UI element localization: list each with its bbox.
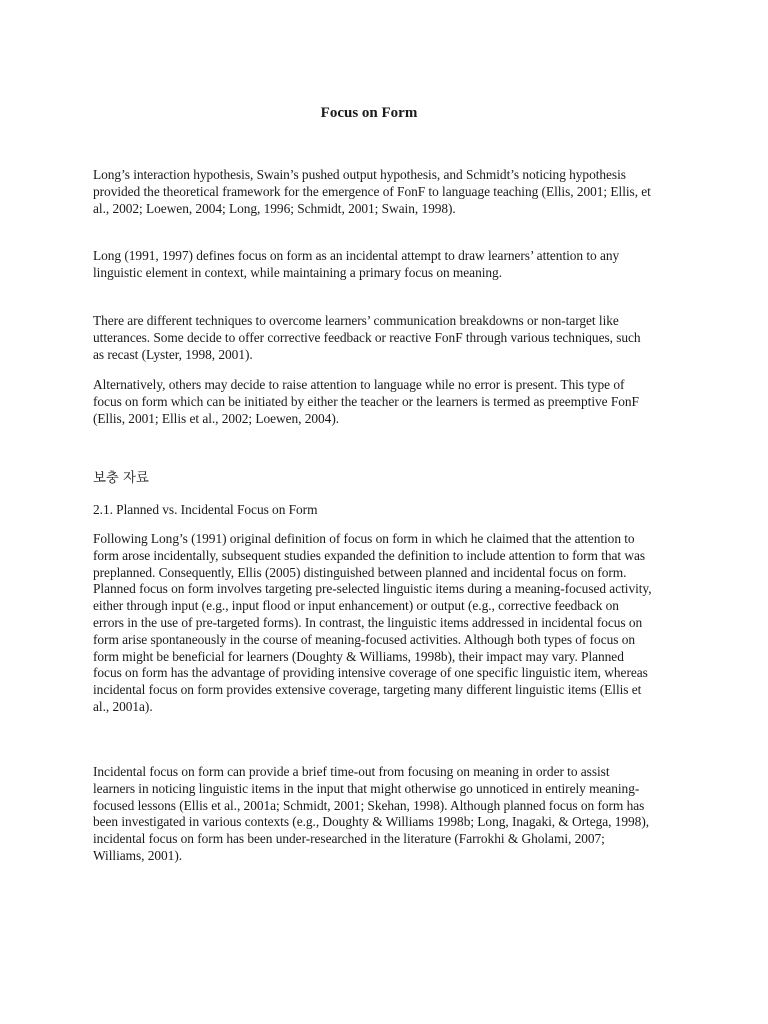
- paragraph-section-1: Following Long’s (1991) original definition of focus on form in which he claimed that the attention to form arose incidentally, subsequent studies expanded the definition to include attention to form that was preplanned. Consequently, Ellis (2005) distinguished between planned and incidental focus on form. Planned focus on form involves targeting pre-selected linguistic items during a meaning-focused activity, either through input (e.g., input flood or input enhancement) or output (e.g., corrective feedback on errors in the use of pre-targeted forms). In contrast, the linguistic items addressed in incidental focus on form arise spontaneously in the course of meaning-focused activities. Although both types of focus on form might be beneficial for learners (Doughty & Williams, 1998b), their impact may vary. Planned focus on form has the advantage of providing intensive coverage of one specific linguistic item, whereas incidental focus on form provides extensive coverage, targeting many different linguistic items (Ellis et al., 2001a).: [93, 531, 652, 714]
- paragraph-intro-2: Long (1991, 1997) defines focus on form as an incidental attempt to draw learners’ attention to any linguistic element in context, while maintaining a primary focus on meaning.: [93, 248, 620, 280]
- paragraph-intro-3: There are different techniques to overcome learners’ communication breakdowns or non-target like utterances. Some decide to offer corrective feedback or reactive FonF through various techniques, such as recast (Lyster, 1998, 2001).: [93, 313, 641, 362]
- document-title: Focus on Form: [320, 105, 418, 121]
- supplement-heading: 보충 자료: [93, 471, 149, 486]
- paragraph-intro-4: Alternatively, others may decide to raise attention to language while no error is present. This type of focus on form which can be initiated by either the teacher or the learners is termed as preemptive FonF (Ellis, 2001; Ellis et al., 2002; Loewen, 2004).: [93, 377, 639, 426]
- subsection-heading: 2.1. Planned vs. Incidental Focus on Form: [93, 502, 318, 517]
- paragraph-section-2: Incidental focus on form can provide a brief time-out from focusing on meaning in order to assist learners in noticing linguistic items in the input that might otherwise go unnoticed in entirely meaning-focused lessons (Ellis et al., 2001a; Schmidt, 2001; Skehan, 1998). Although planned focus on form has been investigated in various contexts (e.g., Doughty & Williams 1998b; Long, Inagaki, & Ortega, 1998), incidental focus on form has been under-researched in the literature (Farrokhi & Gholami, 2007; Williams, 2001).: [93, 764, 650, 863]
- paragraph-intro-1: Long’s interaction hypothesis, Swain’s pushed output hypothesis, and Schmidt’s noticing hypothesis provided the theoretical framework for the emergence of FonF to language teaching (Ellis, 2001; Ellis, et al., 2002; Loewen, 2004; Long, 1996; Schmidt, 2001; Swain, 1998).: [93, 167, 651, 216]
